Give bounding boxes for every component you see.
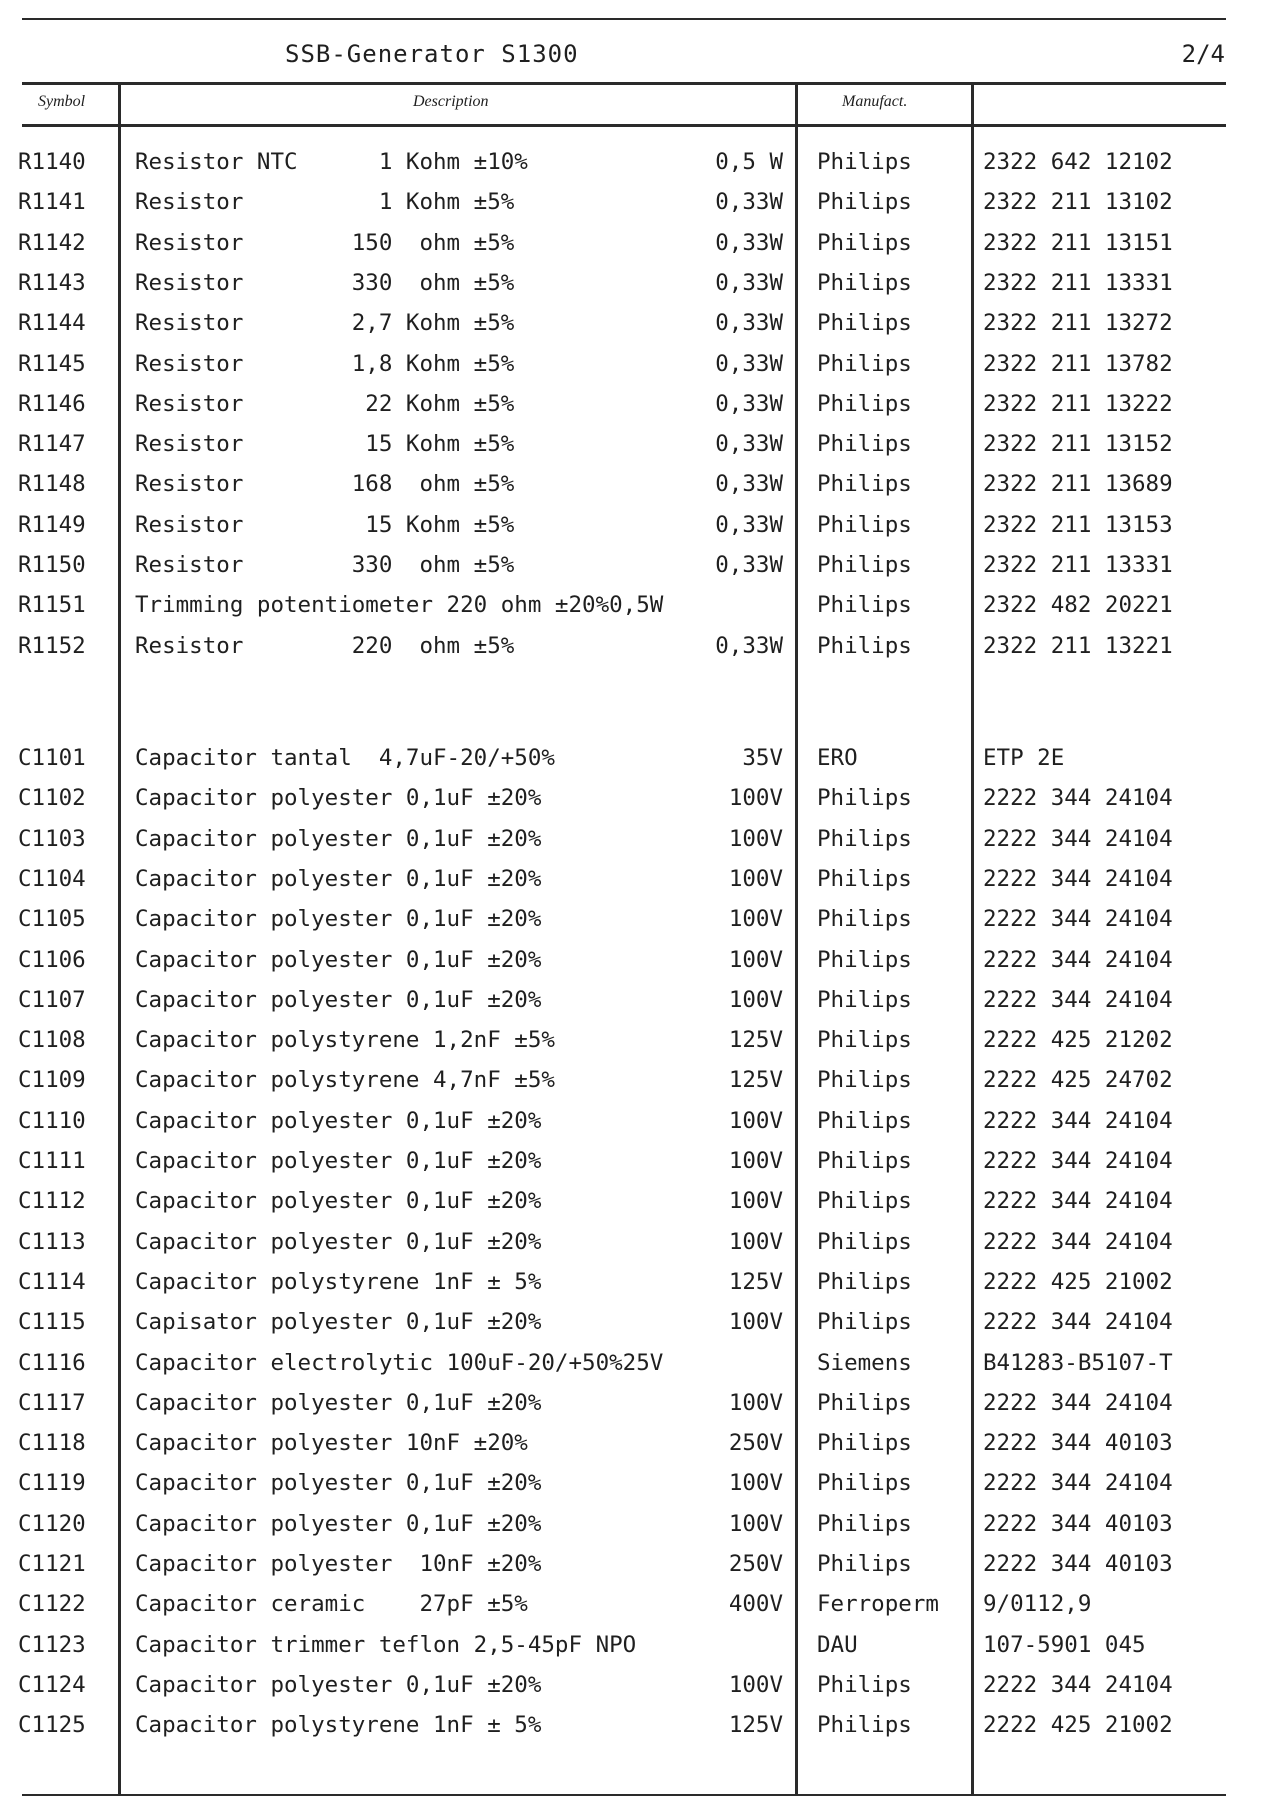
part-description: Capacitor polyester 0,1uF ±20% xyxy=(135,1470,542,1497)
part-number: 9/0112,9 xyxy=(983,1591,1092,1618)
part-description: Capacitor polyester 0,1uF ±20% xyxy=(135,946,542,973)
part-number: 2222 344 40103 xyxy=(983,1551,1173,1577)
part-description: Capacitor polyester 10nF ±20% xyxy=(135,1430,528,1457)
part-manufacturer: Philips xyxy=(817,865,912,892)
part-number: 2322 211 13331 xyxy=(983,269,1173,296)
bottom-rule xyxy=(22,1794,1226,1796)
part-manufacturer: Siemens xyxy=(817,1349,912,1376)
part-manufacturer: Philips xyxy=(817,189,912,216)
part-symbol: C1121 xyxy=(18,1551,86,1577)
part-rating: 0,33W xyxy=(715,350,783,377)
part-symbol: R1141 xyxy=(18,189,86,216)
part-symbol: R1151 xyxy=(18,592,86,619)
part-number: 2222 344 24104 xyxy=(983,825,1173,852)
part-number: 2322 482 20221 xyxy=(983,592,1173,619)
part-rating: 0,5 W xyxy=(715,149,783,175)
table-row xyxy=(0,464,1270,504)
part-manufacturer: Philips xyxy=(817,390,912,417)
part-description: Capacitor polyester 0,1uF ±20% xyxy=(135,1228,542,1255)
part-description: Capacitor polyester 0,1uF ±20% xyxy=(135,1389,542,1416)
part-manufacturer: ERO xyxy=(817,745,858,771)
part-symbol: C1108 xyxy=(18,1027,86,1054)
part-rating: 100V xyxy=(728,986,783,1013)
part-rating: 0,33W xyxy=(715,229,783,256)
part-number: 2222 425 21002 xyxy=(983,1268,1173,1295)
part-symbol: R1143 xyxy=(18,269,86,296)
part-number: 2222 344 40103 xyxy=(983,1510,1173,1537)
part-manufacturer: Philips xyxy=(817,825,912,852)
part-rating: 0,33W xyxy=(715,390,783,417)
part-number: 2222 344 24104 xyxy=(983,1228,1173,1255)
part-manufacturer: Philips xyxy=(817,350,912,377)
page-number: 2/4 xyxy=(1181,40,1225,68)
part-symbol: C1113 xyxy=(18,1228,86,1255)
table-row xyxy=(0,1625,1270,1665)
part-number: 2322 211 13153 xyxy=(983,511,1173,538)
part-rating: 250V xyxy=(728,1551,783,1577)
part-symbol: C1106 xyxy=(18,946,86,973)
column-header-manufact: Manufact. xyxy=(842,93,908,110)
part-symbol: C1104 xyxy=(18,865,86,892)
part-manufacturer: Philips xyxy=(817,1551,912,1577)
part-rating: 100V xyxy=(728,785,783,812)
part-symbol: C1102 xyxy=(18,785,86,812)
table-row xyxy=(0,1222,1270,1262)
part-rating: 0,33W xyxy=(715,431,783,458)
part-number: B41283-B5107-T xyxy=(983,1349,1173,1376)
part-rating: 125V xyxy=(728,1027,783,1054)
part-number: 2222 344 40103 xyxy=(983,1430,1173,1457)
part-manufacturer: Philips xyxy=(817,431,912,458)
part-manufacturer: Philips xyxy=(817,269,912,296)
part-number: 2222 344 24104 xyxy=(983,1389,1173,1416)
part-symbol: R1142 xyxy=(18,229,86,256)
part-rating: 125V xyxy=(728,1067,783,1094)
part-rating: 100V xyxy=(728,1148,783,1174)
part-description: Resistor 168 ohm ±5% xyxy=(135,471,515,498)
part-rating: 0,33W xyxy=(715,552,783,578)
part-number: 2222 344 24104 xyxy=(983,906,1173,933)
table-row xyxy=(0,1383,1270,1423)
table-row xyxy=(0,545,1270,585)
part-number: 2322 642 12102 xyxy=(983,149,1173,175)
part-description: Capacitor polystyrene 1,2nF ±5% xyxy=(135,1027,555,1054)
part-rating: 100V xyxy=(728,1228,783,1255)
part-manufacturer: Philips xyxy=(817,1148,912,1174)
part-symbol: R1147 xyxy=(18,431,86,458)
table-row xyxy=(0,1705,1270,1745)
part-manufacturer: Philips xyxy=(817,310,912,337)
part-manufacturer: Philips xyxy=(817,1188,912,1215)
part-manufacturer: Ferroperm xyxy=(817,1591,939,1618)
part-manufacturer: Philips xyxy=(817,1067,912,1094)
part-symbol: C1115 xyxy=(18,1309,86,1336)
table-row xyxy=(0,1665,1270,1705)
table-row xyxy=(0,585,1270,625)
part-rating: 250V xyxy=(728,1430,783,1457)
part-symbol: C1122 xyxy=(18,1591,86,1618)
part-rating: 100V xyxy=(728,1389,783,1416)
part-description: Capacitor polyester 0,1uF ±20% xyxy=(135,906,542,933)
table-row xyxy=(0,1101,1270,1141)
part-symbol: R1144 xyxy=(18,310,86,337)
table-row xyxy=(0,940,1270,980)
table-row xyxy=(0,899,1270,939)
part-description: Capacitor polyester 0,1uF ±20% xyxy=(135,825,542,852)
part-description: Resistor 330 ohm ±5% xyxy=(135,269,515,296)
part-rating: 100V xyxy=(728,825,783,852)
table-row xyxy=(0,1302,1270,1342)
part-number: 2322 211 13331 xyxy=(983,552,1173,578)
part-symbol: R1146 xyxy=(18,390,86,417)
part-symbol: R1150 xyxy=(18,552,86,578)
part-symbol: C1110 xyxy=(18,1107,86,1134)
table-row xyxy=(0,1504,1270,1544)
table-row xyxy=(0,303,1270,343)
part-manufacturer: Philips xyxy=(817,1712,912,1739)
column-header-symbol: Symbol xyxy=(38,93,86,110)
part-symbol: C1123 xyxy=(18,1631,86,1658)
part-rating: 125V xyxy=(728,1712,783,1739)
part-number: 2222 344 24104 xyxy=(983,946,1173,973)
part-symbol: C1109 xyxy=(18,1067,86,1094)
part-manufacturer: Philips xyxy=(817,986,912,1013)
part-symbol: C1118 xyxy=(18,1430,86,1457)
table-row xyxy=(0,1544,1270,1584)
table-row xyxy=(0,424,1270,464)
part-manufacturer: Philips xyxy=(817,1510,912,1537)
part-manufacturer: Philips xyxy=(817,149,912,175)
table-row xyxy=(0,1463,1270,1503)
part-description: Capacitor polyester 0,1uF ±20% xyxy=(135,1510,542,1537)
part-description: Capacitor trimmer teflon 2,5-45pF NPO xyxy=(135,1631,637,1658)
table-row xyxy=(0,263,1270,303)
part-description: Resistor 22 Kohm ±5% xyxy=(135,390,515,417)
part-symbol: C1105 xyxy=(18,906,86,933)
part-rating: 0,33W xyxy=(715,269,783,296)
part-symbol: R1145 xyxy=(18,350,86,377)
title-rule xyxy=(22,82,1226,85)
part-symbol: R1152 xyxy=(18,632,86,659)
part-description: Capacitor electrolytic 100uF-20/+50%25V xyxy=(135,1349,664,1376)
table-row xyxy=(0,223,1270,263)
part-symbol: C1124 xyxy=(18,1671,86,1698)
table-row xyxy=(0,1262,1270,1302)
part-manufacturer: Philips xyxy=(817,229,912,256)
part-number: 2222 344 24104 xyxy=(983,1671,1173,1698)
part-symbol: C1120 xyxy=(18,1510,86,1537)
part-manufacturer: Philips xyxy=(817,946,912,973)
part-number: ETP 2E xyxy=(983,745,1065,771)
part-description: Capacitor polystyrene 1nF ± 5% xyxy=(135,1268,542,1295)
part-number: 2222 344 24104 xyxy=(983,1148,1173,1174)
table-row xyxy=(0,859,1270,899)
table-row xyxy=(0,142,1270,182)
part-symbol: C1117 xyxy=(18,1389,86,1416)
part-description: Capacitor polystyrene 4,7nF ±5% xyxy=(135,1067,555,1094)
part-rating: 0,33W xyxy=(715,471,783,498)
part-description: Resistor 2,7 Kohm ±5% xyxy=(135,310,515,337)
part-manufacturer: Philips xyxy=(817,592,912,619)
part-rating: 100V xyxy=(728,1671,783,1698)
part-symbol: C1116 xyxy=(18,1349,86,1376)
part-rating: 0,33W xyxy=(715,632,783,659)
part-number: 2222 344 24104 xyxy=(983,1309,1173,1336)
part-description: Resistor 150 ohm ±5% xyxy=(135,229,515,256)
part-description: Capacitor polyester 10nF ±20% xyxy=(135,1551,542,1577)
part-description: Capacitor ceramic 27pF ±5% xyxy=(135,1591,528,1618)
part-manufacturer: Philips xyxy=(817,1228,912,1255)
table-row xyxy=(0,1060,1270,1100)
part-description: Resistor 15 Kohm ±5% xyxy=(135,431,515,458)
part-rating: 100V xyxy=(728,906,783,933)
part-rating: 0,33W xyxy=(715,310,783,337)
part-number: 2222 344 24104 xyxy=(983,865,1173,892)
part-manufacturer: Philips xyxy=(817,1671,912,1698)
part-rating: 400V xyxy=(728,1591,783,1618)
part-number: 2222 344 24104 xyxy=(983,785,1173,812)
top-rule xyxy=(22,18,1226,20)
table-row xyxy=(0,778,1270,818)
part-rating: 0,33W xyxy=(715,189,783,216)
table-row xyxy=(0,1423,1270,1463)
part-description: Capacitor polyester 0,1uF ±20% xyxy=(135,1671,542,1698)
part-rating: 100V xyxy=(728,946,783,973)
part-rating: 100V xyxy=(728,1309,783,1336)
part-description: Resistor 1 Kohm ±5% xyxy=(135,189,515,216)
table-row xyxy=(0,384,1270,424)
table-row xyxy=(0,505,1270,545)
column-header-description: Description xyxy=(413,93,489,110)
part-symbol: R1148 xyxy=(18,471,86,498)
table-row xyxy=(0,1141,1270,1181)
table-row xyxy=(0,344,1270,384)
part-number: 2322 211 13151 xyxy=(983,229,1173,256)
part-manufacturer: Philips xyxy=(817,1389,912,1416)
part-number: 2222 344 24104 xyxy=(983,1107,1173,1134)
part-manufacturer: Philips xyxy=(817,1470,912,1497)
part-number: 2322 211 13782 xyxy=(983,350,1173,377)
part-rating: 100V xyxy=(728,865,783,892)
part-manufacturer: Philips xyxy=(817,1107,912,1134)
part-description: Capacitor polyester 0,1uF ±20% xyxy=(135,1107,542,1134)
part-symbol: C1103 xyxy=(18,825,86,852)
part-number: 2322 211 13152 xyxy=(983,431,1173,458)
part-number: 2322 211 13689 xyxy=(983,471,1173,498)
part-number: 2222 344 24104 xyxy=(983,1188,1173,1215)
part-description: Resistor 1,8 Kohm ±5% xyxy=(135,350,515,377)
part-symbol: C1107 xyxy=(18,986,86,1013)
part-manufacturer: Philips xyxy=(817,906,912,933)
table-row xyxy=(0,819,1270,859)
table-row xyxy=(0,626,1270,666)
table-row xyxy=(0,1020,1270,1060)
part-number: 107-5901 045 xyxy=(983,1631,1146,1658)
part-description: Capacitor tantal 4,7uF-20/+50% xyxy=(135,745,555,771)
part-number: 2322 211 13222 xyxy=(983,390,1173,417)
part-description: Capacitor polyester 0,1uF ±20% xyxy=(135,1148,542,1174)
part-rating: 125V xyxy=(728,1268,783,1295)
part-description: Resistor NTC 1 Kohm ±10% xyxy=(135,149,528,175)
table-row xyxy=(0,1584,1270,1624)
part-rating: 100V xyxy=(728,1107,783,1134)
part-symbol: C1114 xyxy=(18,1268,86,1295)
part-symbol: C1101 xyxy=(18,745,86,771)
part-number: 2322 211 13221 xyxy=(983,632,1173,659)
part-symbol: C1119 xyxy=(18,1470,86,1497)
part-manufacturer: Philips xyxy=(817,632,912,659)
part-manufacturer: Philips xyxy=(817,552,912,578)
part-number: 2222 344 24104 xyxy=(983,1470,1173,1497)
part-rating: 35V xyxy=(742,745,783,771)
part-manufacturer: Philips xyxy=(817,1430,912,1457)
part-manufacturer: DAU xyxy=(817,1631,858,1658)
part-manufacturer: Philips xyxy=(817,511,912,538)
part-manufacturer: Philips xyxy=(817,471,912,498)
table-row xyxy=(0,738,1270,778)
part-symbol: C1111 xyxy=(18,1148,86,1174)
header-rule xyxy=(22,124,1226,127)
part-manufacturer: Philips xyxy=(817,1309,912,1336)
part-description: Capacitor polyester 0,1uF ±20% xyxy=(135,785,542,812)
part-description: Resistor 220 ohm ±5% xyxy=(135,632,515,659)
part-number: 2222 425 21002 xyxy=(983,1712,1173,1739)
part-symbol: R1149 xyxy=(18,511,86,538)
part-description: Resistor 15 Kohm ±5% xyxy=(135,511,515,538)
part-description: Capacitor polyester 0,1uF ±20% xyxy=(135,986,542,1013)
part-number: 2222 425 24702 xyxy=(983,1067,1173,1094)
part-rating: 100V xyxy=(728,1470,783,1497)
table-row xyxy=(0,1181,1270,1221)
part-number: 2322 211 13102 xyxy=(983,189,1173,216)
part-rating: 100V xyxy=(728,1510,783,1537)
part-description: Trimming potentiometer 220 ohm ±20%0,5W xyxy=(135,592,664,619)
part-symbol: C1125 xyxy=(18,1712,86,1739)
document-title: SSB-Generator S1300 xyxy=(285,40,579,68)
part-description: Resistor 330 ohm ±5% xyxy=(135,552,515,578)
part-description: Capacitor polyester 0,1uF ±20% xyxy=(135,865,542,892)
table-row xyxy=(0,182,1270,222)
part-manufacturer: Philips xyxy=(817,785,912,812)
part-description: Capacitor polystyrene 1nF ± 5% xyxy=(135,1712,542,1739)
part-manufacturer: Philips xyxy=(817,1027,912,1054)
table-row xyxy=(0,980,1270,1020)
part-symbol: R1140 xyxy=(18,149,86,175)
part-number: 2222 425 21202 xyxy=(983,1027,1173,1054)
part-number: 2322 211 13272 xyxy=(983,310,1173,337)
part-manufacturer: Philips xyxy=(817,1268,912,1295)
part-description: Capisator polyester 0,1uF ±20% xyxy=(135,1309,542,1336)
part-symbol: C1112 xyxy=(18,1188,86,1215)
part-description: Capacitor polyester 0,1uF ±20% xyxy=(135,1188,542,1215)
part-rating: 100V xyxy=(728,1188,783,1215)
table-row xyxy=(0,1343,1270,1383)
part-number: 2222 344 24104 xyxy=(983,986,1173,1013)
part-rating: 0,33W xyxy=(715,511,783,538)
